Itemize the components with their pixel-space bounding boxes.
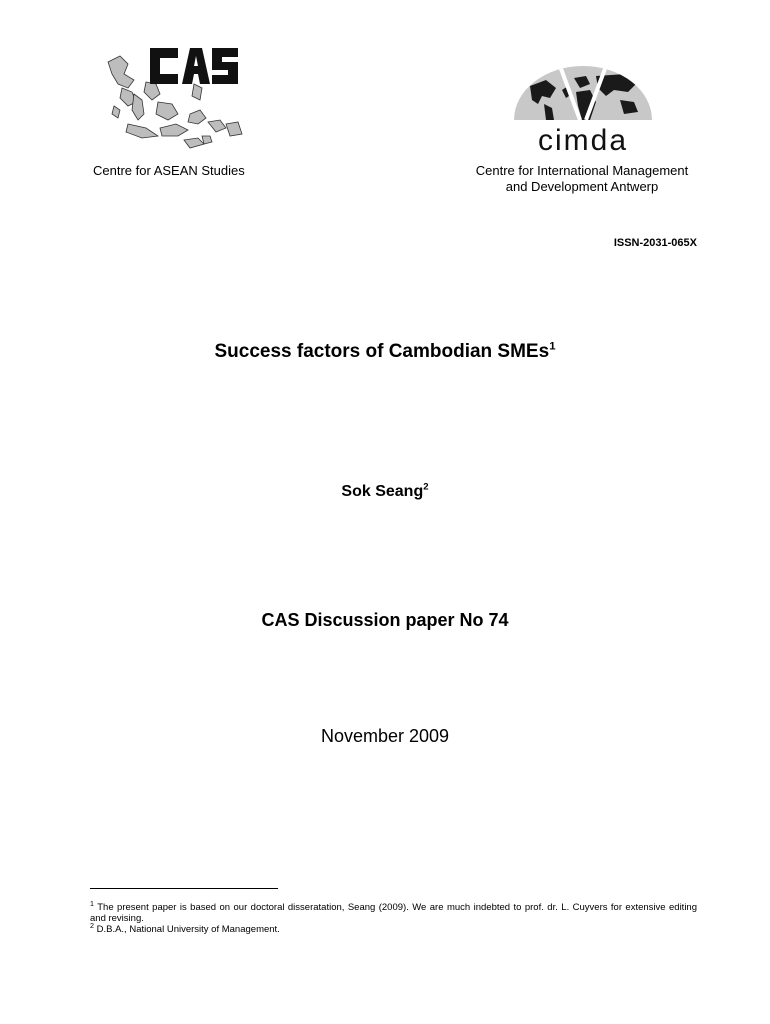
cimda-institution-name	[452, 163, 712, 195]
footnote-1	[90, 899, 697, 924]
publication-date: November 2009	[320, 726, 450, 746]
author-footnote-mark: 2	[423, 481, 429, 493]
footnote-1-mark: 1	[90, 899, 94, 908]
footnote-1-text: The present paper is based on our doctoral disseratation, Seang (2009). We are much indebted to prof. dr. L. Cuyvers for extensive editing and revising.	[90, 902, 697, 924]
series-label: CAS Discussion paper No 74	[261, 610, 509, 630]
paper-title	[0, 341, 770, 363]
cimda-institution-line1: Centre for International Management	[475, 163, 689, 178]
footnote-2-mark: 2	[90, 921, 94, 930]
footnote-2	[90, 921, 697, 935]
cimda-institution-line2: and Development Antwerp	[505, 179, 659, 194]
cas-logo	[98, 44, 244, 154]
footnote-divider	[90, 888, 278, 889]
title-footnote-mark: 1	[549, 340, 556, 353]
cas-institution-name: Centre for ASEAN Studies	[93, 163, 245, 178]
author-name	[0, 483, 770, 501]
footnotes	[90, 899, 697, 935]
author-name-text: Sok Seang	[341, 483, 424, 500]
issn-number: ISSN-2031-065X	[613, 237, 697, 249]
cimda-logo	[510, 66, 656, 154]
paper-title-text: Success factors of Cambodian SMEs	[214, 341, 550, 362]
footnote-2-text: D.B.A., National University of Management.	[93, 924, 280, 935]
cimda-logo-text: cimda	[537, 124, 629, 154]
